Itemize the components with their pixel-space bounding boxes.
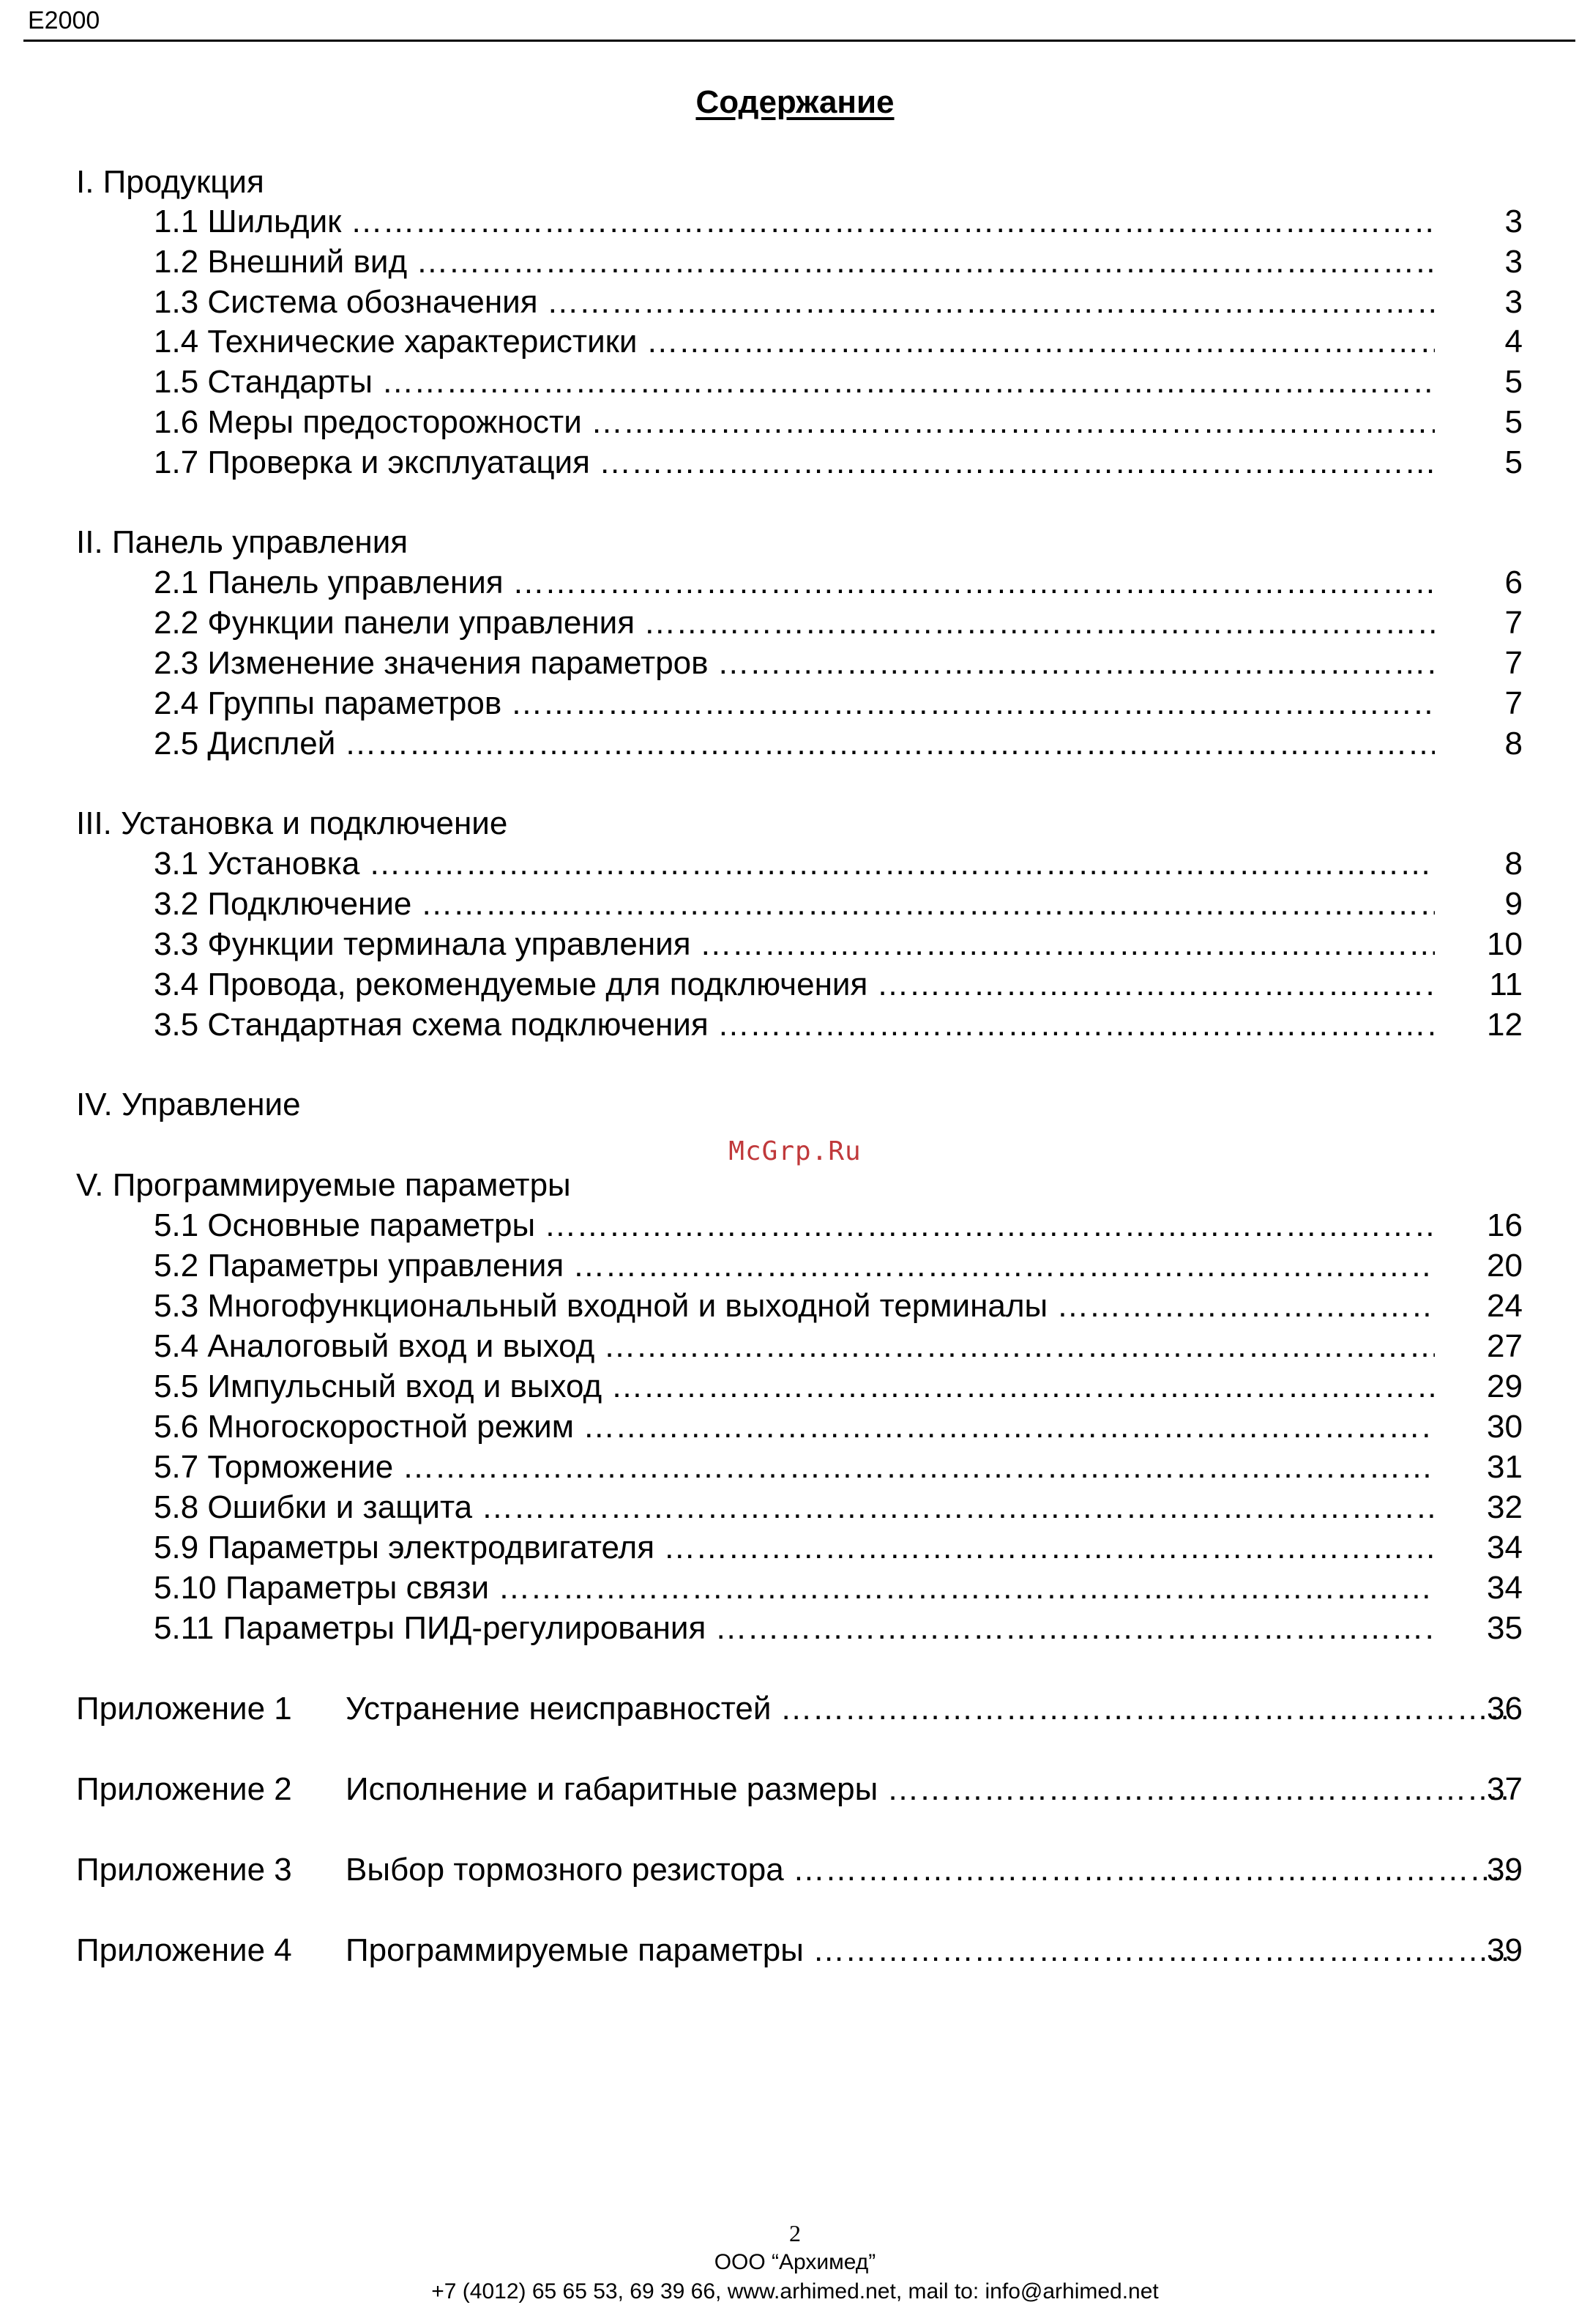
appendix-page: 37 (1487, 1771, 1523, 1807)
toc-entry-title: 1.4 Технические характеристики …………………………………………………………………………………………………………………………………………………………………………………………………………… (154, 322, 1435, 362)
toc-entry[interactable] (154, 884, 1523, 924)
toc-entry-title: 5.7 Торможение …………………………………………………………………………………………………………………………………………………………………………………………………………… (154, 1448, 1435, 1487)
appendix-label: Приложение 2 (76, 1771, 292, 1807)
toc-entry-title: 3.3 Функции терминала управления …………………………………………………………………………………………………………………………………………………………………………………………………………… (154, 925, 1435, 964)
toc-entry[interactable] (154, 965, 1523, 1005)
page-number: 2 (789, 2220, 801, 2246)
toc-entry-title: 5.4 Аналоговый вход и выход …………………………………………………………………………………………………………………………………………………………………………………………………………… (154, 1327, 1435, 1366)
toc-entry[interactable] (154, 724, 1523, 764)
toc-entry-page: 5 (1504, 364, 1523, 400)
toc-entry-page: 3 (1504, 284, 1523, 320)
toc-entry-page: 8 (1504, 726, 1523, 761)
toc-entry-title: 5.10 Параметры связи …………………………………………………………………………………………………………………………………………………………………………………………………………… (154, 1568, 1435, 1608)
toc-entry-page: 7 (1504, 685, 1523, 721)
toc-entry-title: 5.5 Импульсный вход и выход …………………………………………………………………………………………………………………………………………………………………………………………………………… (154, 1367, 1435, 1407)
toc-entry[interactable] (154, 443, 1523, 483)
toc-entry-title: 5.3 Многофункциональный входной и выходной терминалы …………………………………………………………………………………………………………………………………………………………………………………………………………… (154, 1286, 1435, 1326)
toc-entry-title: 5.9 Параметры электродвигателя …………………………………………………………………………………………………………………………………………………………………………………………………………… (154, 1528, 1435, 1568)
toc-entry[interactable] (154, 925, 1523, 964)
appendix-page: 39 (1487, 1932, 1523, 1968)
toc-entry-page: 7 (1504, 645, 1523, 681)
appendix-page: 36 (1487, 1691, 1523, 1727)
appendix-entry[interactable] (76, 1850, 1523, 1890)
toc-entry[interactable] (154, 403, 1523, 442)
appendix-page: 39 (1487, 1852, 1523, 1888)
appendix-label: Приложение 4 (76, 1932, 292, 1968)
toc-entry[interactable] (154, 684, 1523, 723)
toc-entry[interactable] (154, 1005, 1523, 1045)
page-footer (0, 2219, 1590, 2306)
toc-entry[interactable] (154, 1448, 1523, 1487)
toc-entry-title: 1.3 Система обозначения …………………………………………………………………………………………………………………………………………………………………………………………………………… (154, 283, 1435, 322)
toc-entry[interactable] (154, 603, 1523, 643)
toc-entry-title: 1.5 Стандарты …………………………………………………………………………………………………………………………………………………………………………………………………………… (154, 362, 1435, 402)
toc-entry-page: 35 (1487, 1610, 1523, 1646)
toc-entry-page: 4 (1504, 324, 1523, 360)
toc-entry-title: 2.3 Изменение значения параметров …………………………………………………………………………………………………………………………………………………………………………………………………………… (154, 644, 1435, 683)
toc-entry-title: 3.4 Провода, рекомендуемые для подключения …………………………………………………………………………………………………………………………………………………………………………………………………………… (154, 965, 1435, 1005)
toc-entry[interactable] (154, 1367, 1523, 1407)
section-heading-1: I. Продукция (76, 164, 264, 200)
toc-entry-title: 3.5 Стандартная схема подключения …………………………………………………………………………………………………………………………………………………………………………………………………………… (154, 1005, 1435, 1045)
section-heading-5: V. Программируемые параметры (76, 1167, 571, 1203)
toc-entry[interactable] (154, 242, 1523, 282)
toc-entry-title: 5.8 Ошибки и защита …………………………………………………………………………………………………………………………………………………………………………………………………………… (154, 1488, 1435, 1527)
toc-entry-page: 5 (1504, 444, 1523, 480)
footer-contacts: +7 (4012) 65 65 53, 69 39 66, www.arhimed.net, mail to: info@arhimed.net (431, 2279, 1159, 2303)
appendix-title-wrap (346, 1850, 1511, 1890)
toc-entry-title: 2.2 Функции панели управления …………………………………………………………………………………………………………………………………………………………………………………………………………… (154, 603, 1435, 643)
toc-entry-title: 5.11 Параметры ПИД-регулирования …………………………………………………………………………………………………………………………………………………………………………………………………………… (154, 1609, 1435, 1648)
toc-entry-page: 3 (1504, 204, 1523, 239)
toc-entry[interactable] (154, 322, 1523, 362)
appendix-title: Исполнение и габаритные размеры …………………………………………………………………………………………………………………………………………………………………………………………………………… (346, 1770, 1511, 1809)
toc-entry-page: 32 (1487, 1489, 1523, 1525)
toc-entry-title: 3.2 Подключение …………………………………………………………………………………………………………………………………………………………………………………………………………… (154, 884, 1435, 924)
toc-entry-page: 9 (1504, 886, 1523, 922)
toc-entry[interactable] (154, 1286, 1523, 1326)
toc-entry-title: 1.2 Внешний вид …………………………………………………………………………………………………………………………………………………………………………………………………………… (154, 242, 1435, 282)
toc-entry[interactable] (154, 563, 1523, 603)
toc-entry-page: 30 (1487, 1409, 1523, 1445)
section-heading-3: III. Установка и подключение (76, 805, 508, 841)
section-heading-2: II. Панель управления (76, 524, 408, 560)
toc-entry[interactable] (154, 362, 1523, 402)
toc-entry-page: 34 (1487, 1570, 1523, 1606)
toc-entry-page: 20 (1487, 1248, 1523, 1284)
toc-entry-title: 2.1 Панель управления …………………………………………………………………………………………………………………………………………………………………………………………………………… (154, 563, 1435, 603)
toc-entry[interactable] (154, 1528, 1523, 1568)
toc-entry[interactable] (154, 1206, 1523, 1245)
toc-entry-page: 8 (1504, 846, 1523, 882)
section-heading-4: IV. Управление (76, 1087, 301, 1122)
appendix-title-wrap (346, 1770, 1511, 1809)
toc-entry[interactable] (154, 1246, 1523, 1286)
appendix-title-wrap (346, 1689, 1511, 1729)
toc-entry-page: 7 (1504, 605, 1523, 641)
appendix-title: Устранение неисправностей …………………………………………………………………………………………………………………………………………………………………………………………………………… (346, 1689, 1511, 1729)
appendix-label: Приложение 3 (76, 1852, 292, 1888)
footer-company: ООО “Архимед” (714, 2250, 876, 2274)
toc-entry-page: 5 (1504, 404, 1523, 440)
toc-entry[interactable] (154, 644, 1523, 683)
toc-entry-title: 1.7 Проверка и эксплуатация …………………………………………………………………………………………………………………………………………………………………………………………………………… (154, 443, 1435, 483)
appendix-entry[interactable] (76, 1931, 1523, 1970)
toc-entry[interactable] (154, 1609, 1523, 1648)
toc-entry[interactable] (154, 283, 1523, 322)
toc-entry-page: 34 (1487, 1530, 1523, 1565)
page-title-text: Содержание (695, 84, 895, 120)
toc-entry[interactable] (154, 1407, 1523, 1447)
toc-entry-page: 24 (1487, 1288, 1523, 1324)
toc-entry-title: 5.1 Основные параметры …………………………………………………………………………………………………………………………………………………………………………………………………………… (154, 1206, 1435, 1245)
toc-entry[interactable] (154, 202, 1523, 242)
toc-entry-page: 12 (1487, 1007, 1523, 1043)
toc-entry[interactable] (154, 1568, 1523, 1608)
appendix-title: Выбор тормозного резистора …………………………………………………………………………………………………………………………………………………………………………………………………………… (346, 1850, 1511, 1890)
toc-entry[interactable] (154, 844, 1523, 884)
appendix-title: Программируемые параметры …………………………………………………………………………………………………………………………………………………………………………………………………………… (346, 1931, 1511, 1970)
appendix-entry[interactable] (76, 1689, 1523, 1729)
toc-entry-title: 1.6 Меры предосторожности …………………………………………………………………………………………………………………………………………………………………………………………………………… (154, 403, 1435, 442)
toc-entry-title: 2.5 Дисплей …………………………………………………………………………………………………………………………………………………………………………………………………………… (154, 724, 1435, 764)
toc-entry[interactable] (154, 1488, 1523, 1527)
toc-entry-page: 3 (1504, 244, 1523, 280)
toc-entry-title: 3.1 Установка …………………………………………………………………………………………………………………………………………………………………………………………………………… (154, 844, 1435, 884)
toc-entry-page: 29 (1487, 1368, 1523, 1404)
toc-entry-title: 5.6 Многоскоростной режим …………………………………………………………………………………………………………………………………………………………………………………………………………… (154, 1407, 1435, 1447)
toc-entry-page: 6 (1504, 565, 1523, 600)
toc-entry-title: 1.1 Шильдик …………………………………………………………………………………………………………………………………………………………………………………………………………… (154, 202, 1435, 242)
toc-entry-page: 31 (1487, 1449, 1523, 1485)
toc-entry-page: 11 (1489, 967, 1523, 1002)
appendix-label: Приложение 1 (76, 1691, 292, 1727)
toc-entry-title: 2.4 Группы параметров …………………………………………………………………………………………………………………………………………………………………………………………………………… (154, 684, 1435, 723)
appendix-title-wrap (346, 1931, 1511, 1970)
watermark: McGrp.Ru (728, 1136, 862, 1166)
appendix-entry[interactable] (76, 1770, 1523, 1809)
toc-entry[interactable] (154, 1327, 1523, 1366)
toc-entry-page: 27 (1487, 1328, 1523, 1364)
toc-entry-page: 16 (1487, 1207, 1523, 1243)
toc-entry-page: 10 (1487, 926, 1523, 962)
toc-entry-title: 5.2 Параметры управления …………………………………………………………………………………………………………………………………………………………………………………………………………… (154, 1246, 1435, 1286)
document-code: E2000 (28, 7, 100, 34)
